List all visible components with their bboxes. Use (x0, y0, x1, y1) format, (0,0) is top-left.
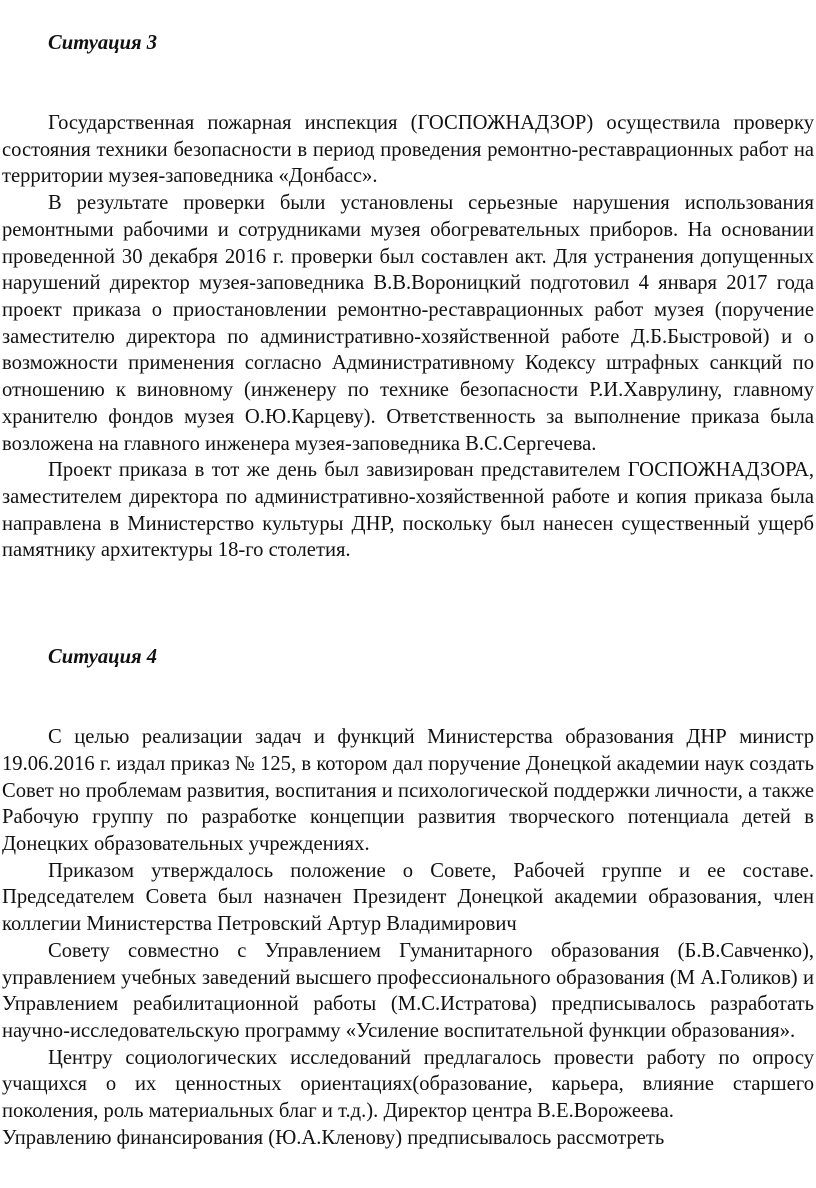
situation-4-paragraph-4: Центру социологических исследований предлагалось провести работу по опросу учащихся о их ценностных ориентациях(образование, карьера, влияние старшего поколения, роль материальных благ и т.д.). Директор центра В.Е.Ворожеева. (2, 1046, 814, 1123)
situation-4-paragraph-5: Управлению финансирования (Ю.А.Кленову) предписывалось рассмотреть (2, 1126, 665, 1149)
spacer (2, 617, 814, 644)
situation-4-paragraph-1: С целью реализации задач и функций Министерства образования ДНР министр 19.06.2016 г. издал приказ № 125, в котором дал поручение Донецкой академии наук создать Совет но проблемам развития, воспитания и психологической поддержки личности, а также Рабочую группу по разработке концепции развития творческого потенциала детей в Донецких образовательных учреждениях. (2, 726, 814, 855)
situation-4-heading: Ситуация 4 (48, 646, 158, 669)
situation-4-paragraph-3: Совету совместно с Управлением Гуманитарного образования (Б.В.Савченко), управлением учебных заведений высшего профессионального образования (М А.Голиков) и Управлением реабилитационной работы (М.С.Истратова) предписывалось разработать научно-исследовательскую программу «Усиление воспитательной функции образования». (2, 939, 814, 1042)
situation-3-paragraph-1: Государственная пожарная инспекция (ГОСПОЖНАДЗОР) осуществила проверку состояния техники безопасности в период проведения ремонтно-реставрационных работ на территории музея-заповедника «Донбасс». (2, 112, 814, 188)
situation-3-paragraph-3: Проект приказа в тот же день был завизирован представителем ГОСПОЖНАДЗОРА, заместителем директора по административно-хозяйственной работе и копия приказа была направлена в Министерство культуры ДНР, поскольку был нанесен существенный ущерб памятнику архитектуры 18-го столетия. (2, 459, 814, 562)
section-spacer (2, 564, 814, 617)
situation-3-paragraph-2: В результате проверки были установлены серьезные нарушения использования ремонтными рабочими и сотрудниками музея обогревательных приборов. На основании проведенной 30 декабря 2016 г. проверки был составлен акт. Для устранения допущенных нарушений директор музея-заповедника В.В.Вороницкий подготовил 4 января 2017 года проект приказа о приостановлении ремонтно-реставрационных работ музея (поручение заместителю директора по административно-хозяйственной работе Д.Б.Быстровой) и о возможности применения согласно Административному Кодексу штрафных санкций по отношению к виновному (инженеру по технике безопасности Р.И.Хаврулину, главному хранителю фондов музея О.Ю.Карцеву). Ответственность за выполнение приказа была возложена на главного инженера музея-заповедника В.С.Сергечева. (2, 192, 814, 455)
spacer (2, 698, 814, 725)
spacer (2, 83, 814, 110)
situation-3-heading: Ситуация 3 (48, 32, 158, 54)
situation-4-paragraph-2: Приказом утверждалось положение о Совете, Рабочей группе и ее составе. Председателем Совета был назначен Президент Донецкой академии образования, член коллегии Министерства Петровский Артур Владимирович (2, 859, 814, 936)
